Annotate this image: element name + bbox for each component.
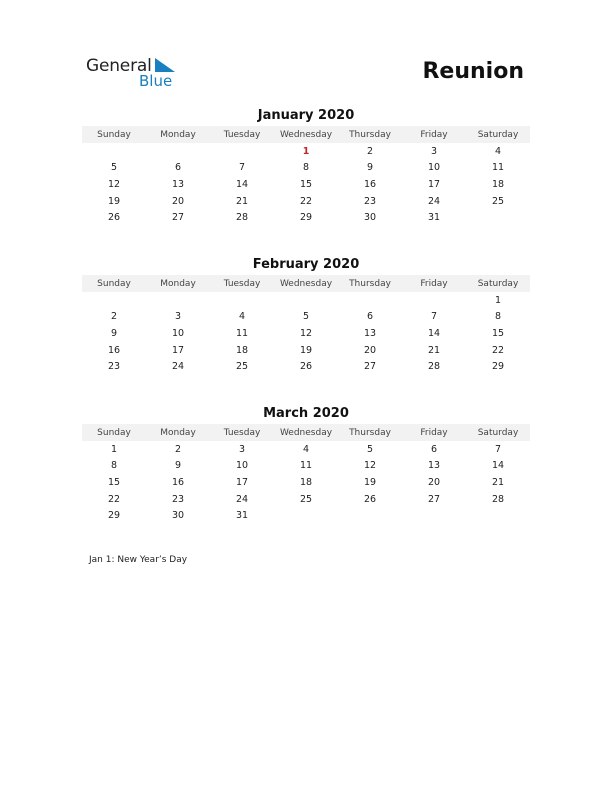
weekday-label: Wednesday — [279, 129, 333, 140]
weekday-label: Friday — [420, 278, 448, 289]
day-cell: 4 — [238, 311, 246, 323]
weekday-label: Monday — [160, 427, 196, 438]
day-cell: 18 — [235, 344, 249, 356]
day-cell: 24 — [427, 195, 441, 207]
week-row — [82, 193, 530, 210]
day-cell: 12 — [107, 178, 121, 190]
week-row — [82, 176, 530, 193]
week-row — [82, 160, 530, 177]
week-row — [82, 143, 530, 160]
day-cell: 14 — [491, 460, 505, 472]
day-cell: 14 — [427, 327, 441, 339]
general-blue-logo — [86, 56, 186, 92]
day-cell: 4 — [302, 443, 310, 455]
day-cell: 4 — [494, 145, 502, 157]
day-cell: 27 — [427, 493, 441, 505]
day-cell: 20 — [171, 195, 185, 207]
month-calendar — [82, 107, 530, 226]
day-cell: 30 — [363, 212, 377, 224]
day-cell: 22 — [107, 493, 121, 505]
day-cell: 24 — [171, 361, 185, 373]
day-cell: 24 — [235, 493, 249, 505]
day-cell: 31 — [427, 212, 441, 224]
day-cell: 7 — [494, 443, 502, 455]
day-cell: 9 — [366, 162, 374, 174]
day-cell: 6 — [366, 311, 374, 323]
day-cell: 15 — [107, 476, 121, 488]
weekday-label: Tuesday — [223, 427, 261, 438]
week-row — [82, 491, 530, 508]
day-cell: 8 — [494, 311, 502, 323]
day-cell: 11 — [235, 327, 249, 339]
weekday-label: Saturday — [477, 278, 519, 289]
weekday-label: Friday — [420, 129, 448, 140]
weekday-label: Saturday — [477, 129, 519, 140]
weekday-label: Tuesday — [223, 129, 261, 140]
day-cell: 28 — [235, 212, 249, 224]
day-cell: 1 — [302, 145, 310, 157]
day-cell: 18 — [491, 178, 505, 190]
week-row — [82, 458, 530, 475]
week-row — [82, 325, 530, 342]
day-cell: 23 — [171, 493, 185, 505]
day-cell: 25 — [491, 195, 505, 207]
day-cell: 26 — [299, 361, 313, 373]
weekday-header — [82, 424, 530, 441]
day-cell: 27 — [171, 212, 185, 224]
day-cell: 18 — [299, 476, 313, 488]
day-cell: 2 — [366, 145, 374, 157]
day-cell: 21 — [491, 476, 505, 488]
day-cell: 16 — [171, 476, 185, 488]
weekday-label: Thursday — [349, 278, 391, 289]
day-cell: 17 — [235, 476, 249, 488]
day-cell: 5 — [110, 162, 118, 174]
month-calendar — [82, 405, 530, 524]
weekday-label: Monday — [160, 278, 196, 289]
day-cell: 9 — [174, 460, 182, 472]
day-cell: 3 — [238, 443, 246, 455]
day-cell: 5 — [302, 311, 310, 323]
day-cell: 13 — [363, 327, 377, 339]
day-cell: 14 — [235, 178, 249, 190]
weekday-label: Thursday — [349, 129, 391, 140]
holiday-notes — [89, 555, 187, 565]
day-cell: 15 — [299, 178, 313, 190]
day-cell: 19 — [107, 195, 121, 207]
day-cell: 26 — [107, 212, 121, 224]
weekday-label: Sunday — [97, 129, 131, 140]
weekday-header — [82, 275, 530, 292]
day-cell: 22 — [299, 195, 313, 207]
weekday-label: Monday — [160, 129, 196, 140]
day-cell: 29 — [107, 510, 121, 522]
day-cell: 29 — [491, 361, 505, 373]
day-cell: 30 — [171, 510, 185, 522]
weekday-label: Tuesday — [223, 278, 261, 289]
logo-text-general: General — [86, 56, 152, 76]
month-calendar — [82, 256, 530, 375]
day-cell: 20 — [363, 344, 377, 356]
day-cell: 20 — [427, 476, 441, 488]
week-row — [82, 441, 530, 458]
week-row — [82, 292, 530, 309]
month-title: March 2020 — [263, 406, 349, 421]
day-cell: 8 — [110, 460, 118, 472]
day-cell: 13 — [171, 178, 185, 190]
day-cell: 21 — [427, 344, 441, 356]
day-cell: 16 — [363, 178, 377, 190]
day-cell: 15 — [491, 327, 505, 339]
country-title: Reunion — [422, 59, 524, 84]
weekday-label: Friday — [420, 427, 448, 438]
week-row — [82, 209, 530, 226]
day-cell: 12 — [363, 460, 377, 472]
day-cell: 1 — [110, 443, 118, 455]
day-cell: 28 — [491, 493, 505, 505]
month-title: February 2020 — [252, 257, 360, 272]
day-cell: 17 — [171, 344, 185, 356]
day-cell: 23 — [107, 361, 121, 373]
day-cell: 5 — [366, 443, 374, 455]
day-cell: 13 — [427, 460, 441, 472]
day-cell: 19 — [363, 476, 377, 488]
day-cell: 11 — [491, 162, 505, 174]
day-cell: 26 — [363, 493, 377, 505]
day-cell: 3 — [430, 145, 438, 157]
week-row — [82, 474, 530, 491]
week-row — [82, 507, 530, 524]
day-cell: 3 — [174, 311, 182, 323]
month-title: January 2020 — [257, 108, 355, 123]
day-cell: 7 — [430, 311, 438, 323]
week-row — [82, 342, 530, 359]
day-cell: 27 — [363, 361, 377, 373]
day-cell: 10 — [427, 162, 441, 174]
day-cell: 12 — [299, 327, 313, 339]
day-cell: 1 — [494, 294, 502, 306]
day-cell: 17 — [427, 178, 441, 190]
logo-text-blue: Blue — [139, 72, 173, 90]
weekday-header — [82, 126, 530, 143]
logo-triangle-icon — [155, 58, 175, 72]
holiday-note: Jan 1: New Year’s Day — [89, 555, 188, 565]
weekday-label: Wednesday — [279, 278, 333, 289]
weekday-label: Saturday — [477, 427, 519, 438]
day-cell: 19 — [299, 344, 313, 356]
day-cell: 21 — [235, 195, 249, 207]
day-cell: 25 — [299, 493, 313, 505]
day-cell: 8 — [302, 162, 310, 174]
weekday-label: Sunday — [97, 427, 131, 438]
day-cell: 29 — [299, 212, 313, 224]
day-cell: 31 — [235, 510, 249, 522]
day-cell: 25 — [235, 361, 249, 373]
day-cell: 10 — [235, 460, 249, 472]
day-cell: 10 — [171, 327, 185, 339]
day-cell: 22 — [491, 344, 505, 356]
week-row — [82, 358, 530, 375]
day-cell: 28 — [427, 361, 441, 373]
day-cell: 6 — [430, 443, 438, 455]
week-row — [82, 309, 530, 326]
day-cell: 16 — [107, 344, 121, 356]
day-cell: 9 — [110, 327, 118, 339]
day-cell: 2 — [174, 443, 182, 455]
weekday-label: Wednesday — [279, 427, 333, 438]
day-cell: 7 — [238, 162, 246, 174]
weekday-label: Sunday — [97, 278, 131, 289]
day-cell: 6 — [174, 162, 182, 174]
day-cell: 2 — [110, 311, 118, 323]
day-cell: 11 — [299, 460, 313, 472]
day-cell: 23 — [363, 195, 377, 207]
weekday-label: Thursday — [349, 427, 391, 438]
